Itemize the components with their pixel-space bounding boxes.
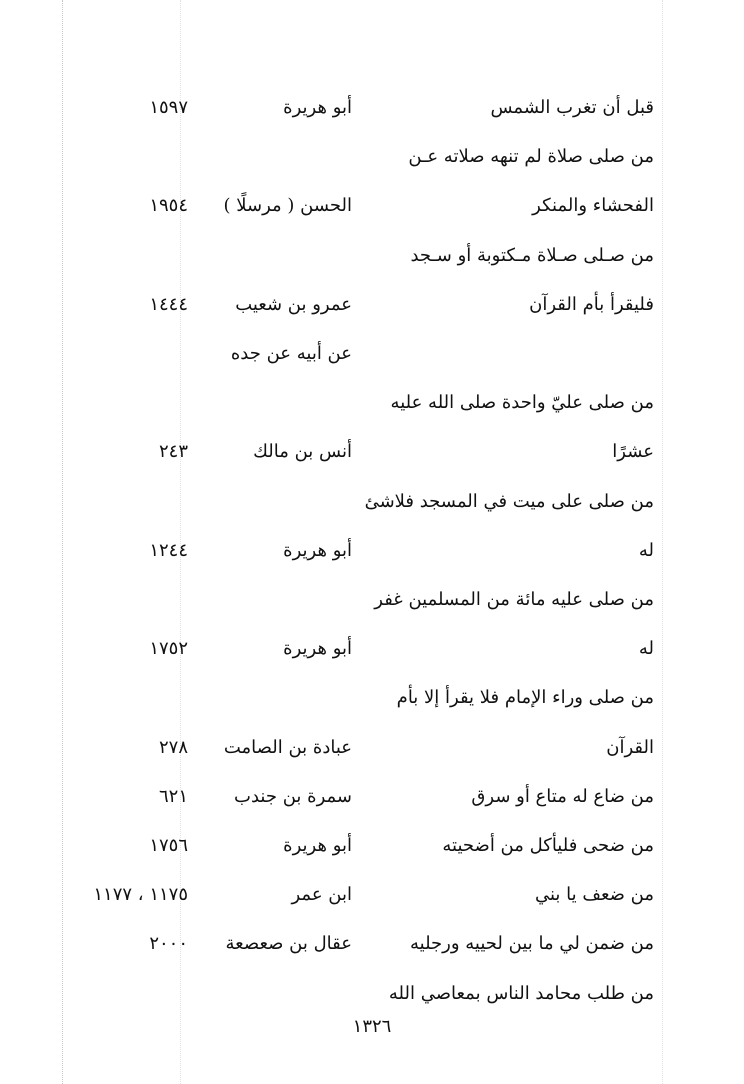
hadith-number: ١٩٥٤: [149, 195, 188, 216]
index-row: [0, 881, 744, 921]
hadith-text: من صـلى صـلاة مـكتوبة أو سـجد: [410, 245, 654, 266]
hadith-text: من ضحى فليأكل من أضحيته: [442, 835, 654, 856]
hadith-number: ٢٠٠٠: [149, 933, 188, 954]
index-row: [0, 537, 744, 577]
hadith-text: الفحشاء والمنكر: [532, 195, 654, 216]
hadith-number: ٦٢١: [158, 786, 188, 807]
hadith-text: من صلى عليه مائة من المسلمين غفر: [374, 589, 654, 610]
hadith-text: من طلب محامد الناس بمعاصي الله: [388, 983, 654, 1004]
narrator-name: أبو هريرة: [283, 835, 352, 856]
index-row: [0, 192, 744, 232]
hadith-text: قبل أن تغرب الشمس: [490, 97, 654, 118]
narrator-name: سمرة بن جندب: [234, 786, 352, 807]
narrator-name: أبو هريرة: [283, 97, 352, 118]
index-row: [0, 684, 744, 724]
hadith-number: ١٧٥٢: [149, 638, 188, 659]
index-row: [0, 586, 744, 626]
hadith-number: ١١٧٥ ، ١١٧٧: [93, 884, 188, 905]
hadith-text: من صلى صلاة لم تنهه صلاته عـن: [408, 146, 654, 167]
hadith-number: ٢٧٨: [158, 737, 188, 758]
index-row: [0, 242, 744, 282]
hadith-number: ١٢٤٤: [149, 540, 188, 561]
index-row: [0, 930, 744, 970]
narrator-name: ابن عمر: [291, 884, 352, 905]
narrator-name: الحسن ( مرسلًا ): [223, 195, 352, 216]
hadith-text: فليقرأ بأم القرآن: [529, 294, 654, 315]
index-row: [0, 783, 744, 823]
hadith-text: القرآن: [606, 737, 654, 758]
index-row: [0, 635, 744, 675]
narrator-name: أنس بن مالك: [253, 441, 352, 462]
narrator-name: أبو هريرة: [283, 638, 352, 659]
narrator-name: عمرو بن شعيب: [235, 294, 352, 315]
hadith-text: له: [638, 540, 654, 561]
hadith-text: من ضمن لي ما بين لحييه ورجليه: [410, 933, 654, 954]
hadith-text: من ضاع له متاع أو سرق: [471, 786, 654, 807]
hadith-number: ١٧٥٦: [149, 835, 188, 856]
narrator-name: أبو هريرة: [283, 540, 352, 561]
index-row: [0, 832, 744, 872]
index-row: [0, 143, 744, 183]
hadith-text: من صلى وراء الإمام فلا يقرأ إلا بأم: [396, 687, 654, 708]
narrator-name: عقال بن صعصعة: [225, 933, 352, 954]
hadith-number: ١٥٩٧: [149, 97, 188, 118]
index-row: [0, 94, 744, 134]
hadith-number: ٢٤٣: [158, 441, 188, 462]
hadith-text: من ضعف يا بني: [534, 884, 654, 905]
narrator-name: عن أبيه عن جده: [230, 343, 352, 364]
narrator-name: عبادة بن الصامت: [223, 737, 352, 758]
index-row: [0, 734, 744, 774]
hadith-text: من صلى عليّ واحدة صلى الله عليه: [390, 392, 654, 413]
index-row: [0, 438, 744, 478]
index-row: [0, 980, 744, 1020]
index-row: [0, 488, 744, 528]
index-row: [0, 340, 744, 380]
hadith-number: ١٤٤٤: [149, 294, 188, 315]
index-row: [0, 389, 744, 429]
index-row: [0, 291, 744, 331]
hadith-text: من صلى على ميت في المسجد فلاشئ: [364, 491, 654, 512]
hadith-text: له: [638, 638, 654, 659]
hadith-text: عشرًا: [612, 441, 654, 462]
page-number: ١٣٢٦: [352, 1016, 392, 1037]
